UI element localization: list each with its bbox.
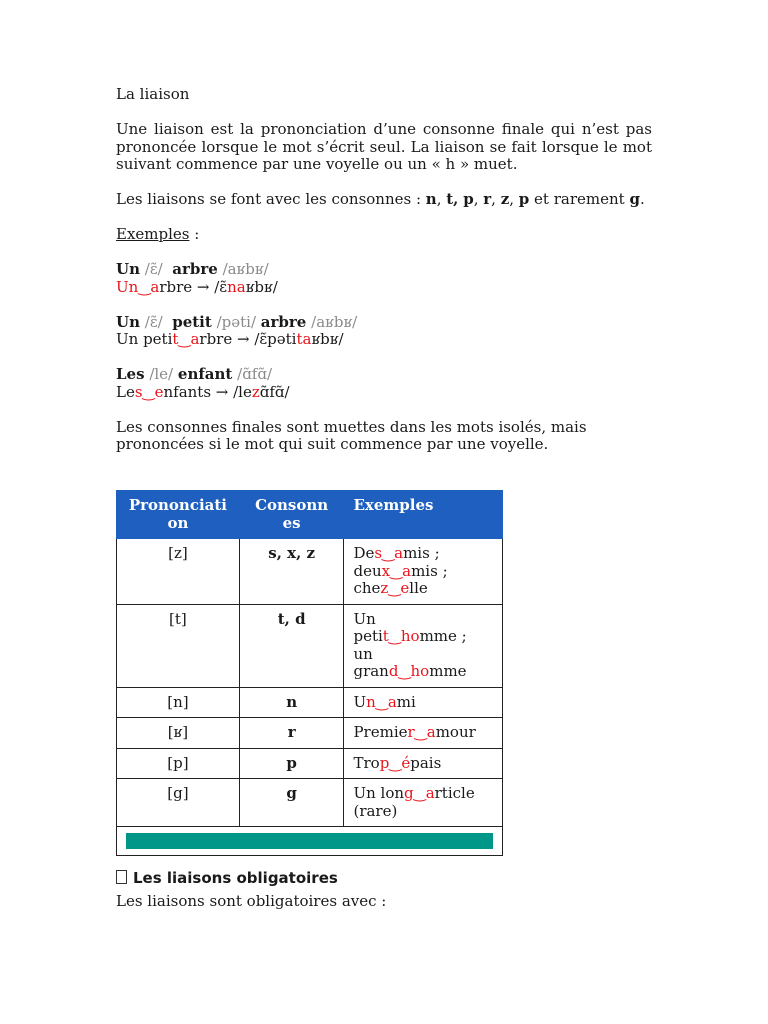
section-heading — [116, 870, 652, 888]
examples-label: Exemples — [116, 225, 190, 243]
ex2-word-1: Un — [116, 312, 140, 331]
consonant-z: z — [500, 190, 510, 208]
ex3-res-a: Le — [116, 382, 135, 401]
ex-text: Tro — [353, 753, 380, 772]
example-1-words — [116, 261, 652, 279]
cell-cons — [239, 687, 344, 718]
cell-pron: [t] — [117, 604, 240, 687]
document-body — [116, 86, 652, 454]
header-examples: Exemples — [344, 491, 503, 539]
ex3-phon-1: /le/ — [149, 365, 174, 383]
ex-text: mis ; — [411, 561, 448, 580]
ex-liaison: p‿é — [379, 753, 411, 772]
ex-liaison: x‿a — [381, 561, 412, 580]
ex1-res-d: na — [227, 277, 246, 296]
table-footer-cell — [117, 827, 503, 856]
ex-text: lle — [409, 579, 428, 597]
consonants-paragraph: Les liaisons se font avec les consonnes : n, t, p, r, z, p et rarement g. — [116, 190, 645, 208]
consonants-prefix: Les liaisons se font avec les consonnes : — [116, 190, 426, 208]
page-title: La liaison — [116, 85, 190, 103]
intro-paragraph: Une liaison est la prononciation d’une consonne finale qui n’est pas prononcée lorsque le mot s’écrit seul. La liaison se fait lorsque le mot suivant commence par une voyelle ou un « h » muet. — [116, 120, 652, 173]
ex1-res-e: ʁbʁ/ — [245, 277, 278, 296]
ex-text: che — [353, 579, 381, 597]
cell-examples — [344, 718, 503, 749]
ex3-phon-2: /ɑ̃fɑ̃/ — [237, 365, 273, 383]
ex-text: U — [353, 692, 367, 711]
table-row — [117, 687, 503, 718]
table-row — [117, 748, 503, 779]
cell-examples — [344, 779, 503, 827]
ex-liaison: g‿a — [404, 784, 435, 802]
consonant-g: g — [629, 190, 640, 208]
example-2-words — [116, 314, 652, 332]
ex-text: Un lon — [353, 784, 405, 802]
examples-heading — [116, 226, 652, 244]
consonant-n: n — [425, 190, 437, 208]
consonant-p: p — [463, 190, 474, 208]
ex1-phon-1: /ɛ̃/ — [144, 260, 163, 278]
ex3-word-2: enfant — [177, 365, 233, 383]
cons-value: r — [287, 723, 296, 741]
teal-bar — [126, 833, 493, 849]
ex1-phon-2: /aʁbʁ/ — [222, 260, 269, 278]
ex-liaison: d‿ho — [388, 662, 430, 680]
cell-examples — [344, 539, 503, 605]
ex3-res-c: nfants → /le — [163, 382, 252, 401]
ex1-res-a: Un — [116, 277, 139, 296]
cons-value: p — [286, 753, 297, 772]
ex-text: mi — [396, 692, 416, 711]
ex1-word-2: arbre — [172, 260, 218, 278]
section-text: Les liaisons sont obligatoires avec : — [116, 891, 387, 910]
header-consonants: Consonn es — [239, 491, 344, 539]
ex2-res-a: Un peti — [116, 330, 173, 348]
cons-value: t, d — [277, 609, 306, 628]
cell-pron: [p] — [117, 748, 240, 779]
ex2-res-d: ta — [296, 330, 312, 348]
table-row — [117, 718, 503, 749]
ex-text: rticle — [434, 784, 475, 802]
ex2-res-e: ʁbʁ/ — [311, 330, 344, 348]
consonant-t: t, — [446, 190, 459, 208]
ex2-word-3: arbre — [260, 312, 307, 331]
cell-cons — [239, 539, 344, 605]
ex-text: Un — [353, 609, 376, 628]
ex1-arrow: → /ɛ̃ — [192, 277, 228, 296]
example-3-words — [116, 366, 652, 384]
ex-liaison: t‿ho — [382, 627, 420, 645]
cons-value: g — [286, 784, 297, 802]
missing-glyph-icon — [116, 870, 127, 884]
consonant-r: r — [483, 190, 492, 208]
ex-liaison: n‿a — [366, 692, 397, 711]
ex-text: mour — [435, 723, 476, 741]
example-2-result — [116, 331, 652, 349]
ex-liaison: z‿e — [380, 579, 410, 597]
ex-text: mme — [429, 662, 467, 680]
ex1-word-1: Un — [116, 260, 140, 278]
table-row — [117, 604, 503, 687]
ex-text: mme ; — [419, 627, 467, 645]
table-row — [117, 779, 503, 827]
cell-pron: [n] — [117, 687, 240, 718]
ex-text: gran — [353, 662, 389, 680]
ex-text: Premie — [353, 723, 408, 741]
cons-value: n — [286, 692, 298, 711]
cell-examples — [344, 687, 503, 718]
section-heading-text: Les liaisons obligatoires — [133, 869, 338, 887]
liaison-table — [116, 490, 503, 856]
ex-liaison: s‿a — [374, 544, 404, 562]
ex3-res-d: z — [251, 382, 260, 401]
cell-pron: [ʁ] — [117, 718, 240, 749]
ex2-res-c: rbre → /ɛ̃pəti — [199, 330, 297, 348]
ex-text: un — [353, 644, 373, 663]
consonants-mid: et rarement — [529, 190, 630, 208]
table-header-row — [117, 491, 503, 539]
ex2-word-2: petit — [172, 312, 212, 331]
cell-cons — [239, 718, 344, 749]
ex3-res-b: s‿e — [134, 382, 164, 401]
outro-paragraph: Les consonnes finales sont muettes dans les mots isolés, mais prononcées si le mot qui suit commence par une voyelle. — [116, 417, 587, 453]
ex-text: mis ; — [403, 544, 440, 562]
ex-text: pais — [410, 753, 442, 772]
ex-text: (rare) — [353, 801, 398, 820]
ex2-phon-2: /pəti/ — [216, 312, 257, 331]
consonant-p-2: p — [518, 190, 530, 208]
cell-cons — [239, 748, 344, 779]
example-1-result — [116, 279, 652, 297]
cell-pron: [g] — [117, 779, 240, 827]
consonants-end: . — [639, 190, 645, 208]
examples-colon: : — [189, 225, 200, 243]
ex3-word-1: Les — [116, 365, 145, 383]
cell-cons — [239, 604, 344, 687]
table-row — [117, 539, 503, 605]
ex1-res-c: rbre — [159, 277, 193, 296]
ex2-phon-3: /aʁbʁ/ — [311, 312, 358, 331]
cell-cons — [239, 779, 344, 827]
ex-liaison: r‿a — [407, 723, 436, 741]
ex3-res-e: ɑ̃fɑ̃/ — [259, 382, 290, 401]
example-3-result — [116, 384, 652, 402]
ex-text: peti — [353, 627, 383, 645]
header-pronunciation: Prononciati on — [117, 491, 240, 539]
ex1-res-b: ‿a — [138, 277, 160, 296]
ex-text: deu — [353, 561, 382, 580]
ex2-res-b: t‿a — [172, 330, 200, 348]
section-obligatoires — [116, 870, 652, 910]
ex2-phon-1: /ɛ̃/ — [144, 312, 163, 331]
cell-pron: [z] — [117, 539, 240, 605]
ex-text: De — [353, 544, 375, 562]
cons-value: s, x, z — [268, 544, 316, 562]
table-footer-row — [117, 827, 503, 856]
cell-examples — [344, 604, 503, 687]
cell-examples — [344, 748, 503, 779]
